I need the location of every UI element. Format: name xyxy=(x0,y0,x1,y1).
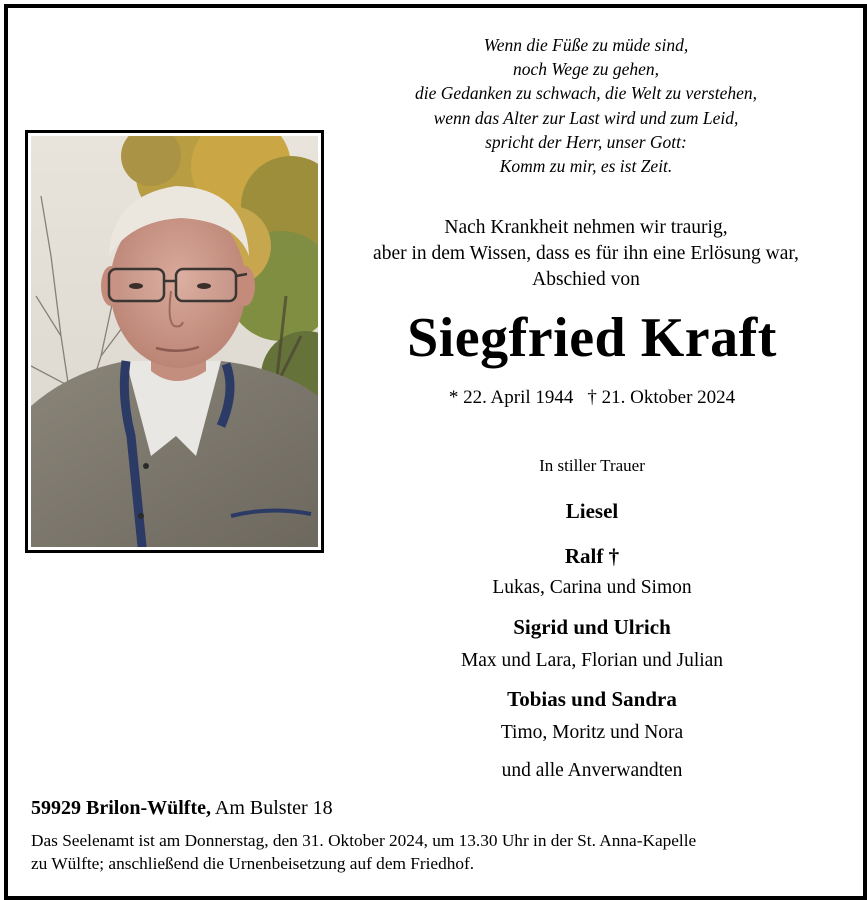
mourner-entry: Liesel xyxy=(565,499,619,523)
intro-text xyxy=(326,215,846,293)
mourner-entry: Max und Lara, Florian und Julian xyxy=(460,650,724,671)
death-date: † 21. Oktober 2024 xyxy=(587,387,736,408)
mourner-entry: Timo, Moritz und Nora xyxy=(500,722,684,743)
mourner-entry: und alle Anverwandten xyxy=(501,760,683,781)
mourner-entry: Tobias und Sandra xyxy=(507,687,677,711)
poem-line: Wenn die Füße zu müde sind, xyxy=(483,35,689,55)
service-line: zu Wülfte; anschließend die Urnenbeisetzung auf dem Friedhof. xyxy=(31,854,475,873)
poem xyxy=(336,33,836,178)
mourner-entry: Sigrid und Ulrich xyxy=(513,615,671,639)
mourner-entry: Lukas, Carina und Simon xyxy=(492,577,692,598)
poem-line: spricht der Herr, unser Gott: xyxy=(485,131,687,152)
portrait-photo xyxy=(25,130,324,553)
intro-line: aber in dem Wissen, dass es für ihn eine Erlösung war, xyxy=(373,243,799,264)
poem-line: die Gedanken zu schwach, die Welt zu verstehen, xyxy=(415,83,757,104)
address xyxy=(31,795,333,821)
intro-line: Nach Krankheit nehmen wir traurig, xyxy=(444,217,728,238)
address-street: Am Bulster 18 xyxy=(214,797,333,819)
service-line: Das Seelenamt ist am Donnerstag, den 31. Oktober 2024, um 13.30 Uhr in der St. Anna-Kapelle xyxy=(31,831,697,850)
poem-line: Komm zu mir, es ist Zeit. xyxy=(499,156,673,177)
mourner-entry: Ralf † xyxy=(564,544,620,568)
mourning-heading: In stiller Trauer xyxy=(539,456,645,475)
poem-line: wenn das Alter zur Last wird und zum Leid, xyxy=(433,107,739,128)
life-dates xyxy=(336,385,848,411)
address-place: 59929 Brilon-Wülfte, xyxy=(31,797,211,819)
service-info xyxy=(31,829,696,875)
birth-date: * 22. April 1944 xyxy=(448,387,574,408)
intro-line: Abschied von xyxy=(532,269,640,290)
poem-line: noch Wege zu gehen, xyxy=(512,59,660,80)
deceased-name: Siegfried Kraft xyxy=(407,307,777,369)
